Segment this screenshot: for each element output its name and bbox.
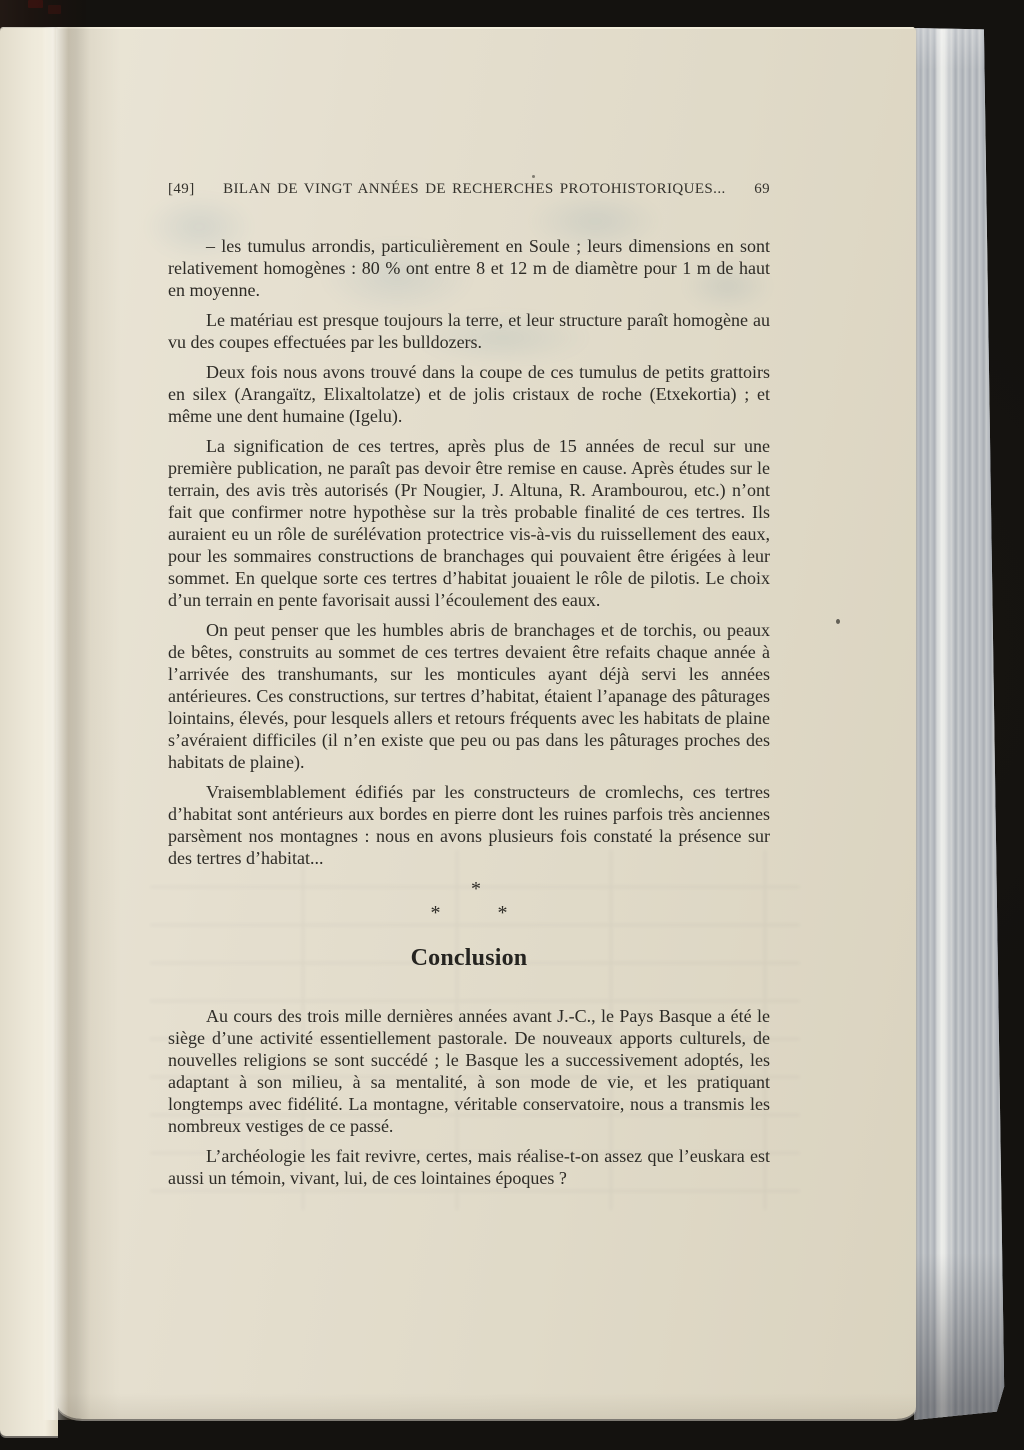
paragraph: L’archéologie les fait revivre, certes, mais réalise-t-on assez que l’euskara est aussi un témoin, vivant, lui, de ces lointaines époques ? bbox=[168, 1146, 770, 1188]
paragraph: Deux fois nous avons trouvé dans la coupe de ces tumulus de petits grattoirs en silex (Arangaïtz, Elixaltolatze) et de jolis cristaux de roche (Etxekortia) ; et même une dent humaine (Igelu). bbox=[168, 362, 770, 426]
ink-speck bbox=[836, 619, 840, 624]
conclusion-heading: Conclusion bbox=[410, 945, 528, 971]
running-title: BILAN DE VINGT ANNÉES DE RECHERCHES PROTOHISTORIQUES... bbox=[223, 181, 726, 197]
paragraph: La signification de ces tertres, après plus de 15 années de recul sur une première publication, ne paraît pas devoir être remise en cause. Après études sur le terrain, des avis très autorisés (Pr Nougier, J. Altuna, R. Arambourou, etc.) n’ont fait que confirmer notre hypothèse sur la très probable finalité de ces tertres. Ils auraient eu un rôle de surélévation protectrice vis-à-vis du ruissellement des eaux, pour les sommaires constructions de branchages qui pouvaient être érigées à leur sommet. En quelque sorte ces tertres d’habitat jouaient le rôle de pilotis. Le choix d’un terrain en pente favorisait aussi l’écoulement des eaux. bbox=[168, 436, 770, 610]
asterisk: * bbox=[497, 902, 508, 924]
paragraph: Vraisemblablement édifiés par les constructeurs de cromlechs, ces tertres d’habitat sont antérieurs aux bordes en pierre dont les ruines parfois très anciennes parsèment nos montagnes : nous en avons plusieurs fois constaté la présence sur des tertres d’habitat... bbox=[168, 782, 770, 868]
conclusion-paragraphs bbox=[168, 1005, 770, 1189]
asterisk-row bbox=[168, 901, 770, 925]
red-binding-mark bbox=[48, 5, 61, 14]
section-marker: [49] bbox=[168, 181, 195, 197]
paragraph: On peut penser que les humbles abris de branchages et de torchis, ou peaux de bêtes, construits au sommet de ces tertres devaient être refaits chaque année à l’arrivée des transhumants, sur les monticules ayant déjà servi les années antérieures. Ces constructions, sur tertres d’habitat, étaient l’apanage des pâturages lointains, élevés, pour lesquels allers et retours fréquents avec les habitats de plaine s’avéraient difficiles (il n’en existe que peu ou pas dans les pâturages proches des habitats de plaine). bbox=[168, 620, 770, 772]
previous-page-edge bbox=[0, 28, 58, 1436]
page-number: 69 bbox=[754, 181, 770, 197]
book-cloth-corner bbox=[0, 0, 86, 30]
paragraph: Le matériau est presque toujours la terre, et leur structure paraît homogène au vu des coupes effectuées par les bulldozers. bbox=[168, 310, 770, 352]
section-separator bbox=[168, 877, 770, 925]
page-content bbox=[168, 178, 770, 1197]
ink-speck bbox=[532, 175, 535, 178]
running-header bbox=[168, 178, 770, 200]
asterisk: * bbox=[471, 878, 481, 900]
paragraph: Au cours des trois mille dernières années avant J.-C., le Pays Basque a été le siège d’une activité essentiellement pastorale. De nouveaux apports culturels, de nouvelles religions se sont succédé ; le Basque les a successivement adoptés, les adaptant à son milieu, à sa mentalité, à son mode de vie, et les pratiquant longtemps avec fidélité. La montagne, véritable conservatoire, nous a transmis les nombreux vestiges de ce passé. bbox=[168, 1006, 770, 1136]
red-binding-mark bbox=[28, 0, 43, 8]
asterisk: * bbox=[430, 902, 441, 924]
paragraph: – les tumulus arrondis, particulièrement en Soule ; leurs dimensions en sont relativement homogènes : 80 % ont entre 8 et 12 m de diamètre pour 1 m de haut en moyenne. bbox=[168, 236, 770, 300]
body-paragraphs bbox=[168, 235, 770, 869]
